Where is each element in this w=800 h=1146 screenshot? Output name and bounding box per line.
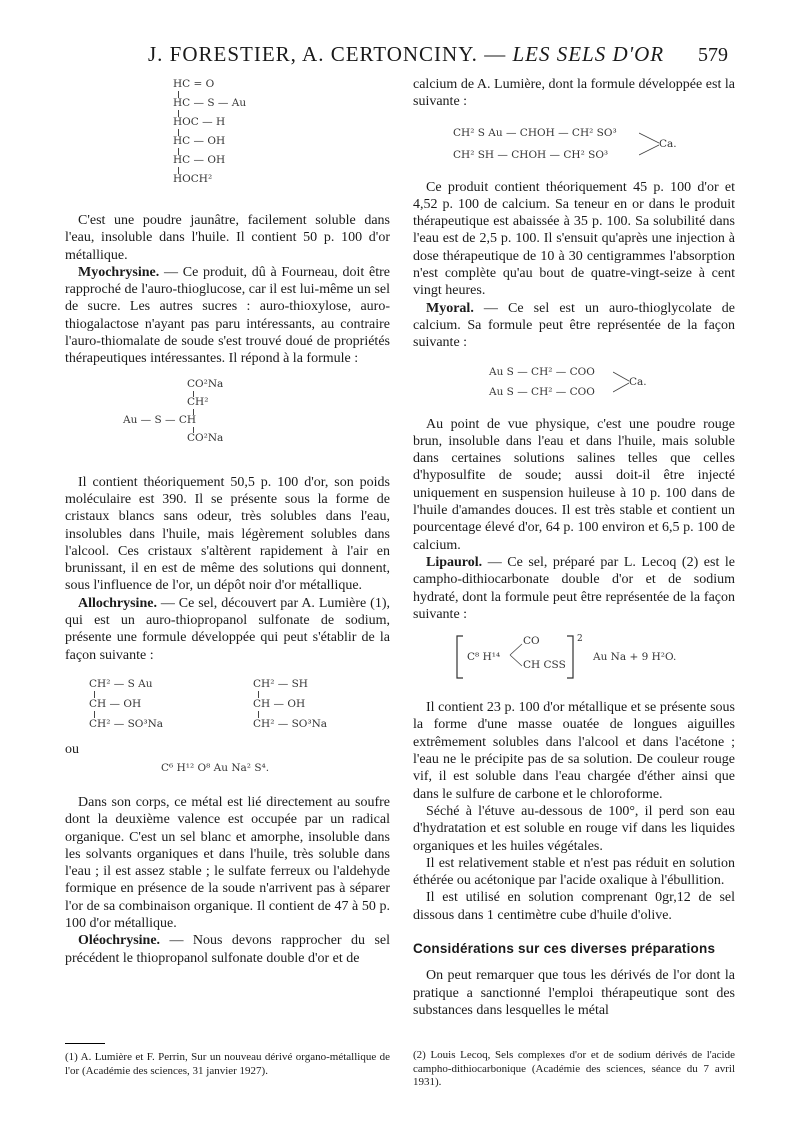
formula-bracket-left: [455, 635, 465, 679]
paragraph-text: — Ce sel, découvert par A. Lumière (1), qui est un auro-thiopropanol sulfonate de sodium, présente une formule développée qui peut s'établir de la façon suivante :: [65, 595, 390, 663]
formula-line: HC — OH: [173, 135, 226, 147]
header-authors: J. FORESTIER, A. CERTONCINY.: [148, 42, 478, 66]
paragraph-text: — Ce sel est un auro-thioglycolate de calcium. Sa formule peut être représentée de la façon suivante :: [413, 300, 735, 351]
paragraph: Il contient théoriquement 50,5 p. 100 d'or, son poids moléculaire est 390. Il se présente sous la forme de cristaux blancs sans odeur, très solubles dans l'eau, insolubles dans l'huile, mais légèrement solubles dans l'alcool. Ces cristaux s'altèrent rapidement à l'air en brunissant, il en est de même des solutions qui donnent, sous l'influence de l'or, un dépôt noir d'or métallique.: [65, 474, 390, 594]
term-allochrysine: Allochrysine.: [78, 595, 157, 611]
footnote-rule: [65, 1043, 105, 1044]
formula-line: C⁶ H¹² O⁸ Au Na² S⁴.: [161, 761, 270, 774]
formula-exponent: 2: [577, 634, 583, 645]
paragraph: calcium de A. Lumière, dont la formule développée est la suivante :: [413, 77, 735, 110]
formula-allochrysine: [65, 676, 390, 780]
formula-line: HC = O: [173, 78, 215, 90]
formula-bond-lines: [509, 641, 523, 669]
formula-chcss: CH CSS: [523, 659, 566, 672]
formula-line: HC — S — Au: [173, 97, 247, 109]
paragraph: Il contient 23 p. 100 d'or métallique et se présente sous la forme d'une masse ouatée de longues aiguilles extrêmement solubles dans l'alcool et dans l'acétone ; l'eau ne le précipite pas de sa solution. De couleur rouge vif, il est soluble dans l'eau chargée d'éther ainsi que dans le sulfure de carbone et le chloroforme.: [413, 700, 735, 802]
formula-line: CO²Na: [187, 431, 224, 444]
paragraph: Ce produit contient théoriquement 45 p. 100 d'or et 4,52 p. 100 de calcium. Sa teneur en or dans le produit thérapeutique est abaissée à 35 p. 100. Sa solubilité dans l'eau est de 2,5 p. 100. Il s'ensuit qu'après une injection à dose thérapeutique de 10 à 30 centigrammes l'absorption n'est complète qu'au bout de quatre-vingt-seize à cent vingt heures.: [413, 179, 735, 299]
paragraph: Séché à l'étuve au-dessous de 100°, il perd son eau d'hydratation et est soluble en rouge vif dans les liquides organiques et les huiles végétales.: [413, 803, 735, 854]
formula-line: CH² — SO³Na: [89, 717, 164, 730]
formula-line: HOC — H: [173, 116, 226, 128]
formula-lipaurol: [413, 633, 735, 685]
footnote-2: (2) Louis Lecoq, Sels complexes d'or et de sodium dérivés de l'acide campho-dithiocarbonique (Académie des sciences, séance du 7 avril 1931).: [413, 1049, 735, 1088]
paragraph-myochrysine: [65, 264, 390, 368]
formula-line: HC — OH: [173, 154, 226, 166]
formula-oleochrysine: [413, 121, 735, 167]
formula-line: Au — S — CH: [123, 413, 197, 426]
formula-or: ou: [65, 741, 79, 757]
paragraph-myoral: [413, 300, 735, 352]
formula-co: CO: [523, 635, 540, 648]
paragraph-allochrysine: [65, 595, 390, 664]
paragraph: Il est relativement stable et n'est pas réduit en solution éthérée ou acétonique par l'acide oxalique à l'ébullition.: [413, 855, 735, 889]
paragraph-text: — Ce sel, préparé par L. Lecoq (2) est le campho-dithiocarbonate double d'or et de sodium hydraté, dont la formule peut être représentée de la façon suivante :: [413, 554, 735, 622]
formula-line: CH² — SH: [253, 677, 308, 690]
right-column: [413, 76, 735, 1019]
footnote-1: (1) A. Lumière et F. Perrin, Sur un nouveau dérivé organo-métallique de l'or (Académie des sciences, 31 janvier 1927).: [65, 1051, 390, 1077]
term-lipaurol: Lipaurol.: [426, 554, 483, 570]
header-dash: —: [484, 42, 507, 66]
paragraph: On peut remarquer que tous les dérivés de l'or dont la pratique a sanctionné l'emploi thérapeutique sont des substances dans lesquelles le métal: [413, 968, 735, 1018]
formula-line: CH² — S Au: [89, 677, 153, 690]
formula-bracket-right: [565, 635, 575, 679]
header-title: [148, 42, 664, 67]
paragraph: Dans son corps, ce métal est lié directement au soufre dont la deuxième valence est occupée par un radical organique. C'est un sel blanc et amorphe, insoluble dans les solvants organiques et dans l'huile, très soluble dans l'eau ; il est assez stable ; le sulfate ferreux ou l'aldehyde formique en présence de la soude n'arrivent pas à séparer l'or de sa combinaison organique. Il contient de 47 à 50 p. 100 d'or métallique.: [65, 794, 390, 932]
left-column: [65, 76, 390, 967]
paragraph-lipaurol: [413, 554, 735, 623]
formula-line: HOCH²: [173, 173, 213, 185]
page-number: 579: [698, 44, 728, 66]
formula-line: CH — OH: [89, 697, 142, 710]
running-header: [0, 42, 800, 72]
term-myochrysine: Myochrysine.: [78, 264, 160, 280]
formula-auro-thioglucose: [65, 76, 390, 198]
formula-ca: Ca.: [629, 375, 647, 388]
paragraph: C'est une poudre jaunâtre, facilement soluble dans l'eau, insoluble dans l'huile. Il contient 50 p. 100 d'or métallique.: [65, 213, 390, 263]
formula-line: CH² — SO³Na: [253, 717, 328, 730]
term-oleochrysine: Oléochrysine.: [78, 933, 161, 949]
formula-line: CH²: [187, 395, 209, 408]
formula-myochrysine: [65, 376, 390, 460]
paragraph-text: — Nous devons rapprocher du sel précédent le thiopropanol sulfonate double d'or et de: [65, 933, 390, 966]
formula-line: CO²Na: [187, 377, 224, 390]
formula-myoral: [413, 362, 735, 404]
formula-ca: Ca.: [659, 137, 677, 150]
paragraph-oleochrysine: [65, 932, 390, 967]
formula-line: Au S — CH² — COO: [489, 385, 595, 398]
formula-line: CH² SH — CHOH — CH² SO³: [453, 148, 609, 161]
term-myoral: Myoral.: [426, 300, 474, 316]
formula-line: CH² S Au — CHOH — CH² SO³: [453, 126, 617, 139]
section-title: Considérations sur ces diverses préparations: [413, 940, 716, 956]
formula-line: Au S — CH² — COO: [489, 365, 595, 378]
header-running-title: LES SELS D'OR: [512, 42, 665, 66]
formula-line: Au Na + 9 H²O.: [593, 651, 677, 664]
formula-line: CH — OH: [253, 697, 306, 710]
formula-c8h14: C⁸ H¹⁴: [467, 651, 501, 664]
paragraph: Il est utilisé en solution comprenant 0gr,12 de sel dissous dans 1 centimètre cube d'huile d'olive.: [413, 890, 735, 923]
paragraph: Au point de vue physique, c'est une poudre rouge brun, insoluble dans l'eau et dans l'huile, mais soluble dans certaines solutions salines telles que celles d'hyposulfite de soude; aussi doit-il être injecté uniquement en suspension huileuse à 10 p. 100 dans de l'huile d'amandes douces. Il est très stable et contient un pourcentage élevé d'or, 64 p. 100 environ et 6,5 p. 100 de calcium.: [413, 416, 735, 553]
paragraph-text: — Ce produit, dû à Fourneau, doit être rapproché de l'auro-thioglucose, car il est lui-même un sel de sucre. Les autres sucres : auro-thioxylose, auro-thiogalactose n'ayant pas paru intéressants, au contraire l'auro-thiomalate de soude s'est trouvé doué de propriétés thérapeutiques intéressantes. Il répond à la formule :: [65, 264, 390, 367]
formula-bond-lines: [639, 131, 661, 157]
